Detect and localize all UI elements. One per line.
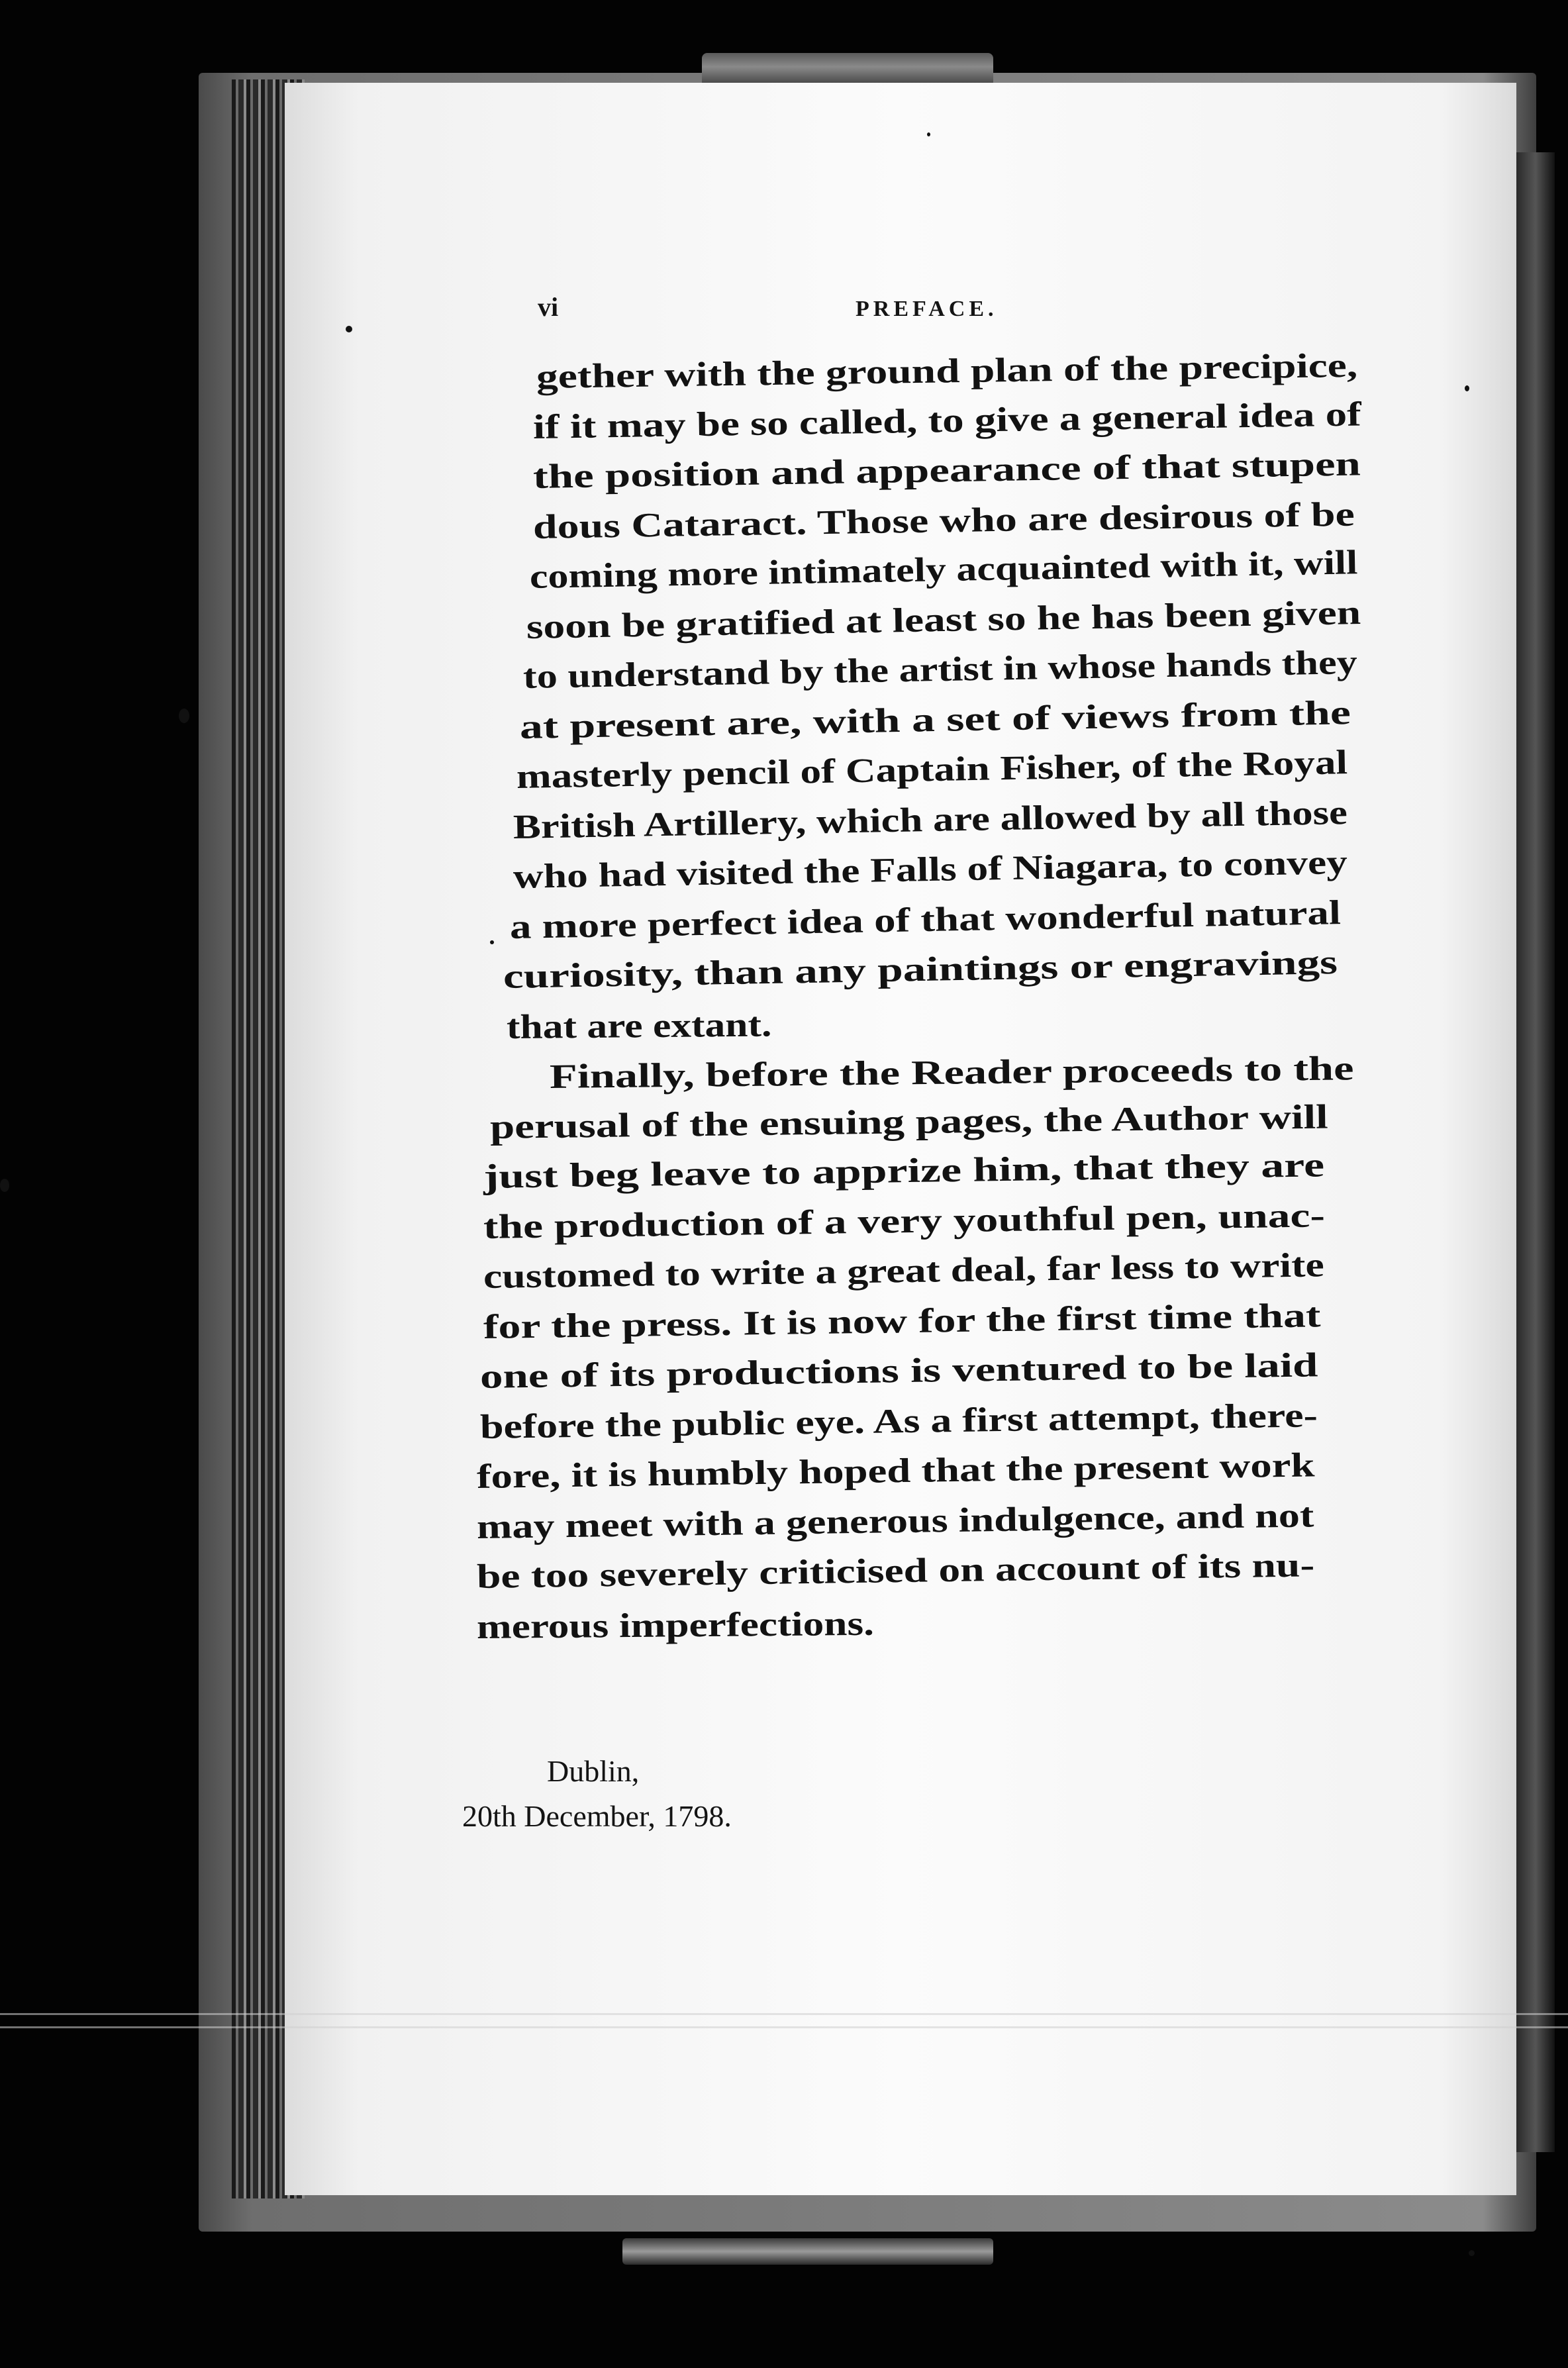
text-line: coming more intimately acquainted with it, will	[529, 544, 1358, 596]
text-line: that are extant.	[506, 1006, 772, 1046]
text-line: soon be gratified at least so he has been given	[526, 593, 1361, 646]
text-line: a more perfect idea of that wonderful natural	[509, 893, 1342, 946]
running-title: PREFACE.	[856, 297, 998, 321]
text-line: before the public eye. As a first attempt, there-	[479, 1396, 1318, 1446]
text-line: who had visited the Falls of Niagara, to convey	[513, 844, 1348, 896]
signature-place: Dublin,	[547, 1754, 640, 1788]
text-line: perusal of the ensuing pages, the Author will	[489, 1098, 1329, 1146]
text-line: customed to write a great deal, far less to write	[483, 1246, 1325, 1296]
text-line: merous imperfections.	[476, 1604, 875, 1646]
dust-speck	[1469, 2250, 1475, 2256]
page-edge-right	[1516, 152, 1555, 2152]
dust-speck	[346, 326, 352, 332]
text-line: the production of a very youthful pen, unac-	[483, 1196, 1326, 1246]
scan-artifact-line	[0, 2013, 1568, 2015]
text-line: if it may be so called, to give a general idea of	[532, 395, 1362, 446]
text-line: gether with the ground plan of the precipice,	[536, 346, 1358, 396]
text-line: Finally, before the Reader proceeds to the	[549, 1050, 1354, 1096]
dust-speck	[927, 132, 930, 136]
scanner-clip-bottom	[622, 2238, 993, 2265]
signature-date: 20th December, 1798.	[462, 1799, 732, 1833]
text-line: dous Cataract. Those who are desirous of be	[532, 495, 1355, 546]
text-line: fore, it is humbly hoped that the present work	[476, 1446, 1315, 1496]
text-line: just beg leave to apprize him, that they are	[483, 1146, 1325, 1196]
dust-speck	[179, 709, 189, 723]
dust-speck	[0, 1179, 9, 1192]
text-line: British Artillery, which are allowed by all those	[513, 793, 1348, 846]
dust-speck	[1465, 385, 1469, 391]
text-line: for the press. It is now for the first time that	[483, 1296, 1321, 1346]
page-number: vi	[538, 292, 559, 322]
scan-artifact-line	[0, 2026, 1568, 2028]
text-line: the position and appearance of that stupen	[532, 445, 1361, 496]
text-line: masterly pencil of Captain Fisher, of the Royal	[516, 744, 1348, 796]
page-header	[538, 291, 1326, 338]
text-line: may meet with a generous indulgence, and not	[476, 1496, 1314, 1546]
text-line: be too severely criticised on account of its nu-	[476, 1546, 1315, 1596]
text-line: curiosity, than any paintings or engravings	[503, 944, 1338, 996]
text-line: to understand by the artist in whose hands they	[522, 644, 1358, 696]
text-line: one of its productions is ventured to be laid	[479, 1346, 1318, 1396]
dust-speck	[490, 940, 494, 944]
text-line: at present are, with a set of views from the	[519, 693, 1351, 746]
